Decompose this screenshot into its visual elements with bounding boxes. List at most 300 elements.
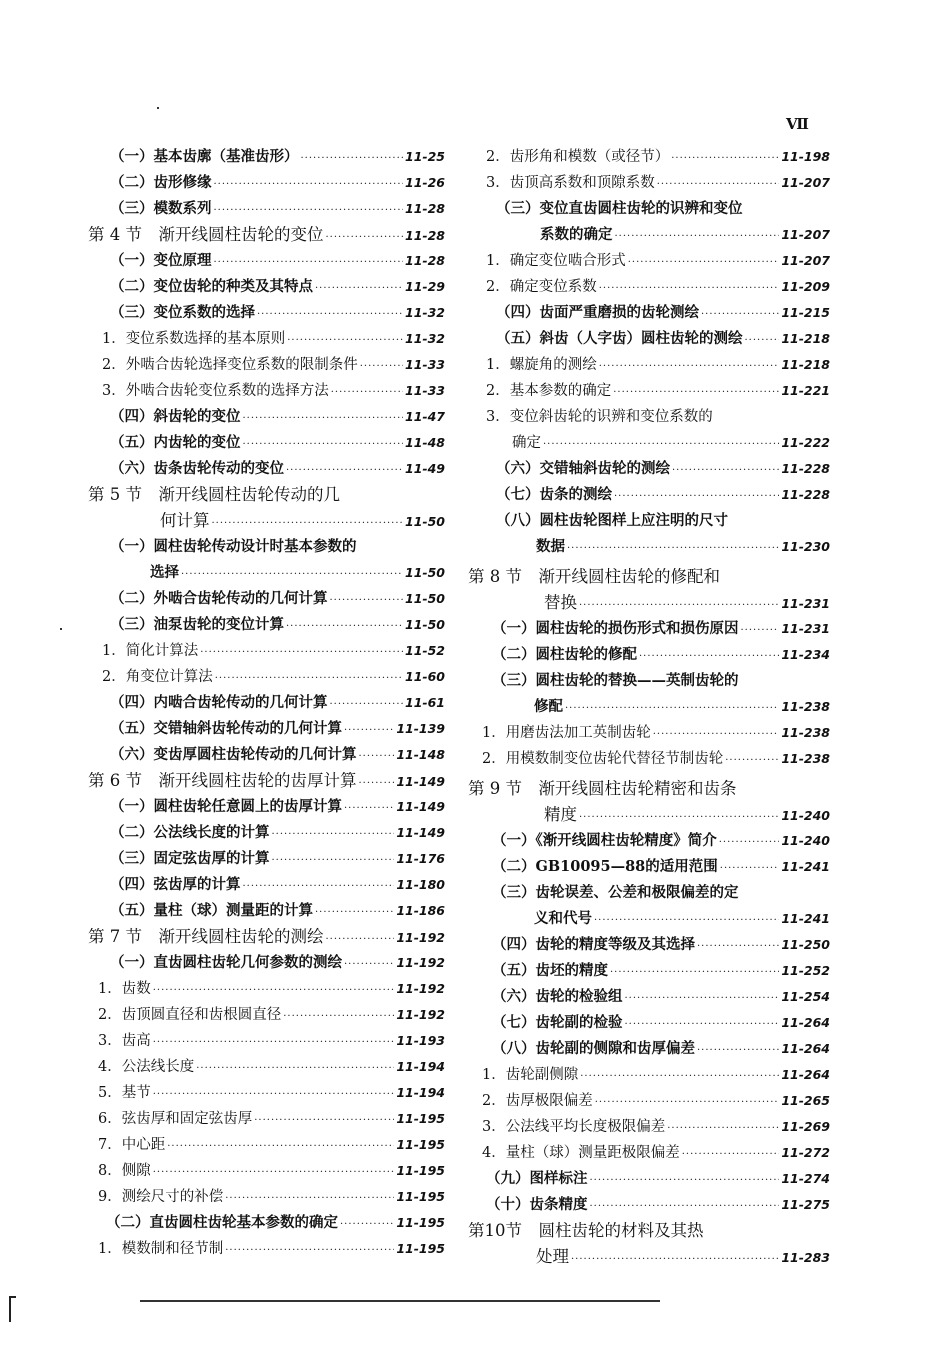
toc-entry[interactable] (468, 1140, 830, 1166)
toc-entry[interactable] (468, 170, 830, 196)
toc-entry-title: 9．测绘尺寸的补偿 (98, 1189, 224, 1205)
toc-entry-title: 精度 (544, 805, 577, 824)
toc-entry-title: （八）圆柱齿轮图样上应注明的尺寸 (496, 512, 728, 529)
toc-entry-title: （一）变位原理 (110, 252, 212, 269)
toc-entry-page: 11-195 (396, 1111, 445, 1126)
toc-entry-page: 11-26 (405, 175, 445, 190)
toc-entry[interactable] (88, 1054, 445, 1080)
toc-section-entry[interactable] (468, 802, 830, 828)
dot-leader (359, 771, 395, 797)
dot-leader (243, 432, 404, 458)
toc-entry[interactable] (88, 742, 445, 768)
dot-leader (326, 225, 404, 251)
toc-entry[interactable] (468, 300, 830, 326)
toc-entry-title: （二）公法线长度的计算 (110, 824, 270, 841)
toc-entry-title: （三）变位直齿圆柱齿轮的识辨和变位 (496, 200, 743, 217)
toc-entry-page: 11-186 (396, 903, 445, 918)
toc-entry[interactable] (468, 378, 830, 404)
dot-leader (257, 302, 403, 328)
toc-entry-page: 11-231 (781, 596, 830, 611)
dot-leader (359, 744, 395, 770)
toc-entry-title: （二）GB10095—88的适用范围 (492, 858, 718, 875)
dot-leader (725, 748, 779, 774)
dot-leader (610, 960, 779, 986)
toc-entry-page: 11-180 (396, 877, 445, 892)
dot-leader (243, 874, 395, 900)
toc-entry-page: 11-265 (781, 1093, 830, 1108)
toc-entry-title: （二）变位齿轮的种类及其特点 (110, 278, 313, 295)
dot-leader (571, 1247, 779, 1273)
toc-entry-page: 11-49 (405, 461, 445, 476)
dot-leader (682, 1142, 780, 1168)
dot-leader (614, 484, 779, 510)
toc-entry-title: （五）斜齿（人字齿）圆柱齿轮的测绘 (496, 330, 743, 347)
toc-entry-title: 3．齿高 (98, 1033, 151, 1049)
toc-entry[interactable] (88, 1106, 445, 1132)
dot-leader (590, 1194, 780, 1220)
toc-entry-title: （五）量柱（球）测量距的计算 (110, 902, 313, 919)
toc-entry-title: 第 7 节 渐开线圆柱齿轮的测绘 (88, 927, 324, 946)
toc-entry[interactable] (468, 274, 830, 300)
toc-entry-title: 第10节 圆柱齿轮的材料及其热 (468, 1221, 704, 1240)
toc-entry-page: 11-47 (405, 409, 445, 424)
dot-leader (653, 722, 780, 748)
dot-leader (667, 1116, 779, 1142)
dot-leader (283, 1004, 394, 1030)
toc-entry[interactable] (468, 456, 830, 482)
toc-entry-title: （五）交错轴斜齿轮传动的几何计算 (110, 720, 342, 737)
toc-entry[interactable] (88, 950, 445, 976)
toc-entry[interactable] (88, 638, 445, 664)
toc-entry-page: 11-50 (405, 514, 445, 529)
toc-section-entry[interactable] (468, 1244, 830, 1270)
toc-entry[interactable] (468, 326, 830, 352)
toc-entry[interactable] (88, 1236, 445, 1262)
toc-entry-title: 3．外啮合齿轮变位系数的选择方法 (102, 383, 329, 399)
toc-entry[interactable] (88, 170, 445, 196)
dot-leader (567, 536, 779, 562)
dot-leader (543, 432, 779, 458)
toc-entry-title: 8．侧隙 (98, 1163, 151, 1179)
toc-entry[interactable] (88, 560, 445, 586)
dot-leader (215, 666, 403, 692)
toc-entry[interactable] (88, 404, 445, 430)
toc-entry[interactable] (468, 534, 830, 560)
toc-entry-title: （九）图样标注 (486, 1170, 588, 1187)
toc-entry-page: 11-254 (781, 989, 830, 1004)
toc-entry-page: 11-28 (405, 253, 445, 268)
dot-leader (243, 406, 404, 432)
toc-entry-page: 11-192 (396, 930, 445, 945)
toc-entry-title: （三）油泵齿轮的变位计算 (110, 616, 284, 633)
toc-entry-page: 11-283 (781, 1250, 830, 1265)
toc-entry[interactable] (468, 1192, 830, 1218)
dot-leader (340, 1212, 394, 1238)
toc-entry-page: 11-195 (396, 1215, 445, 1230)
toc-entry[interactable] (468, 880, 830, 906)
toc-entry[interactable] (468, 144, 830, 170)
toc-section-entry[interactable] (88, 924, 445, 950)
toc-entry-title: 1．确定变位啮合形式 (486, 253, 626, 269)
toc-entry-page: 11-238 (781, 751, 830, 766)
toc-entry-title: 1．齿数 (98, 981, 151, 997)
toc-entry-page: 11-33 (405, 383, 445, 398)
toc-entry[interactable] (88, 274, 445, 300)
toc-entry[interactable] (88, 1002, 445, 1028)
toc-entry-page: 11-198 (781, 149, 830, 164)
bottom-rule (140, 1300, 660, 1302)
dot-leader (153, 1030, 395, 1056)
toc-entry-page: 11-250 (781, 937, 830, 952)
toc-entry-page: 11-149 (396, 799, 445, 814)
toc-entry[interactable] (468, 694, 830, 720)
toc-entry[interactable] (88, 326, 445, 352)
toc-entry[interactable] (88, 196, 445, 222)
toc-entry-page: 11-149 (396, 825, 445, 840)
toc-entry-page: 11-48 (405, 435, 445, 450)
toc-entry[interactable] (468, 196, 830, 222)
toc-entry-title: 2．角变位计算法 (102, 669, 213, 685)
dot-leader (330, 588, 404, 614)
dot-leader (315, 276, 403, 302)
toc-entry[interactable] (468, 984, 830, 1010)
toc-entry-page: 11-241 (781, 911, 830, 926)
toc-entry-page: 11-195 (396, 1241, 445, 1256)
toc-entry-title: （二）圆柱齿轮的修配 (492, 646, 637, 663)
dot-leader (615, 224, 780, 250)
toc-entry-title: （四）斜齿轮的变位 (110, 408, 241, 425)
toc-entry[interactable] (468, 404, 830, 430)
toc-entry[interactable] (88, 664, 445, 690)
toc-section-entry[interactable] (468, 564, 830, 590)
dot-leader (344, 718, 394, 744)
toc-entry[interactable] (468, 482, 830, 508)
toc-section-entry[interactable] (88, 508, 445, 534)
toc-entry[interactable] (88, 300, 445, 326)
toc-entry[interactable] (88, 898, 445, 924)
toc-entry-page: 11-218 (781, 331, 830, 346)
toc-entry-page: 11-60 (405, 669, 445, 684)
toc-entry-page: 11-238 (781, 725, 830, 740)
toc-entry-title: 义和代号 (534, 910, 592, 927)
toc-entry-title: （四）齿轮的精度等级及其选择 (492, 936, 695, 953)
dot-leader (181, 562, 403, 588)
toc-entry-page: 11-50 (405, 591, 445, 606)
toc-entry-title: （七）齿轮副的检验 (492, 1014, 623, 1031)
toc-entry[interactable] (468, 958, 830, 984)
toc-entry-page: 11-238 (781, 699, 830, 714)
toc-entry-page: 11-228 (781, 461, 830, 476)
toc-entry[interactable] (468, 1088, 830, 1114)
toc-entry[interactable] (88, 1080, 445, 1106)
toc-entry-title: 2．齿形角和模数（或径节） (486, 149, 670, 165)
toc-entry-title: （八）齿轮副的侧隙和齿厚偏差 (492, 1040, 695, 1057)
toc-entry-title: 数据 (536, 538, 565, 555)
toc-entry-page: 11-50 (405, 565, 445, 580)
toc-entry-page: 11-274 (781, 1171, 830, 1186)
dot-leader (595, 1090, 780, 1116)
toc-entry-page: 11-275 (781, 1197, 830, 1212)
toc-entry-title: （二）齿形修缘 (110, 174, 212, 191)
toc-entry-title: （五）内齿轮的变位 (110, 434, 241, 451)
toc-entry-title: （一）圆柱齿轮任意圆上的齿厚计算 (110, 798, 342, 815)
toc-entry[interactable] (88, 534, 445, 560)
toc-entry-page: 11-149 (396, 774, 445, 789)
toc-entry[interactable] (468, 828, 830, 854)
toc-left-column (88, 144, 445, 1262)
toc-entry-page: 11-32 (405, 331, 445, 346)
toc-entry-title: 2．外啮合齿轮选择变位系数的限制条件 (102, 357, 358, 373)
toc-entry-title: （四）齿面严重磨损的齿轮测绘 (496, 304, 699, 321)
toc-entry-page: 11-221 (781, 383, 830, 398)
toc-entry-page: 11-215 (781, 305, 830, 320)
toc-entry-title: 修配 (534, 698, 563, 715)
toc-entry[interactable] (468, 668, 830, 694)
toc-entry-title: 1．用磨齿法加工英制齿轮 (482, 725, 651, 741)
toc-entry-title: 系数的确定 (540, 226, 613, 243)
toc-entry-title: （六）交错轴斜齿轮的测绘 (496, 460, 670, 477)
toc-entry-title: 选择 (150, 564, 179, 581)
toc-entry-title: （一）圆柱齿轮传动设计时基本参数的 (110, 538, 357, 555)
dot-leader (745, 328, 780, 354)
toc-entry-page: 11-148 (396, 747, 445, 762)
toc-entry-page: 11-195 (396, 1137, 445, 1152)
dot-leader (272, 822, 395, 848)
toc-entry[interactable] (88, 794, 445, 820)
toc-section-entry[interactable] (88, 768, 445, 794)
toc-entry-title: 4．量柱（球）测量距极限偏差 (482, 1145, 680, 1161)
toc-entry[interactable] (468, 1062, 830, 1088)
toc-entry-title: 2．齿厚极限偏差 (482, 1093, 593, 1109)
toc-entry[interactable] (468, 932, 830, 958)
dot-leader (153, 1082, 395, 1108)
toc-entry[interactable] (88, 820, 445, 846)
toc-entry-page: 11-241 (781, 859, 830, 874)
toc-entry[interactable] (468, 222, 830, 248)
toc-entry[interactable] (88, 1184, 445, 1210)
toc-entry-page: 11-195 (396, 1163, 445, 1178)
dot-leader (613, 380, 779, 406)
toc-entry[interactable] (468, 616, 830, 642)
toc-entry[interactable] (88, 846, 445, 872)
toc-entry-page: 11-28 (405, 228, 445, 243)
toc-entry[interactable] (88, 1028, 445, 1054)
dot-leader (360, 354, 403, 380)
dot-leader (720, 856, 780, 882)
toc-entry-title: 4．公法线长度 (98, 1059, 195, 1075)
toc-entry-title: 1．螺旋角的测绘 (486, 357, 597, 373)
toc-entry-page: 11-269 (781, 1119, 830, 1134)
toc-entry-page: 11-234 (781, 647, 830, 662)
toc-entry-title: 1．变位系数选择的基本原则 (102, 331, 286, 347)
toc-entry-page: 11-264 (781, 1015, 830, 1030)
dot-leader (214, 198, 404, 224)
toc-entry-title: （三）齿轮误差、公差和极限偏差的定 (492, 884, 739, 901)
toc-entry-page: 11-52 (405, 643, 445, 658)
toc-entry[interactable] (88, 976, 445, 1002)
toc-entry-page: 11-192 (396, 981, 445, 996)
toc-entry-title: （三）变位系数的选择 (110, 304, 255, 321)
dot-leader (315, 900, 394, 926)
toc-entry[interactable] (88, 1210, 445, 1236)
toc-entry[interactable] (468, 352, 830, 378)
toc-right-column (468, 144, 830, 1270)
toc-entry[interactable] (88, 378, 445, 404)
toc-entry-page: 11-264 (781, 1067, 830, 1082)
page-number: Ⅶ (786, 115, 808, 133)
toc-entry-title: （十）齿条精度 (486, 1196, 588, 1213)
toc-entry[interactable] (88, 1132, 445, 1158)
margin-bracket-mark (9, 1296, 11, 1322)
dot-leader (196, 1056, 394, 1082)
toc-entry-page: 11-231 (781, 621, 830, 636)
toc-entry[interactable] (88, 352, 445, 378)
toc-entry-page: 11-176 (396, 851, 445, 866)
toc-entry-page: 11-61 (405, 695, 445, 710)
toc-entry-title: 处理 (536, 1247, 569, 1266)
toc-section-entry[interactable] (88, 482, 445, 508)
toc-entry-title: （七）齿条的测绘 (496, 486, 612, 503)
toc-entry-title: 第 5 节 渐开线圆柱齿轮传动的几 (88, 485, 340, 504)
toc-entry-title: 3．齿顶高系数和顶隙系数 (486, 175, 655, 191)
dot-leader (286, 458, 403, 484)
toc-section-entry[interactable] (88, 222, 445, 248)
dot-leader (330, 692, 404, 718)
toc-entry-page: 11-207 (781, 175, 830, 190)
dot-leader (344, 796, 394, 822)
dot-leader (153, 1160, 395, 1186)
toc-entry-page: 11-139 (396, 721, 445, 736)
dot-leader (344, 952, 394, 978)
toc-entry-title: 5．基节 (98, 1085, 151, 1101)
toc-entry-title: 第 8 节 渐开线圆柱齿轮的修配和 (468, 567, 720, 586)
speck-mark (157, 107, 159, 109)
dot-leader (200, 640, 403, 666)
toc-entry-title: 2．齿顶圆直径和齿根圆直径 (98, 1007, 282, 1023)
toc-entry-title: （一）基本齿廓（基准齿形） (110, 148, 299, 165)
toc-section-entry[interactable] (468, 776, 830, 802)
toc-entry[interactable] (468, 746, 830, 772)
dot-leader (153, 978, 395, 1004)
dot-leader (214, 172, 404, 198)
toc-entry-title: （三）固定弦齿厚的计算 (110, 850, 270, 867)
toc-entry-page: 11-207 (781, 253, 830, 268)
toc-entry[interactable] (88, 586, 445, 612)
toc-entry[interactable] (88, 716, 445, 742)
toc-entry[interactable] (88, 872, 445, 898)
toc-section-entry[interactable] (468, 1218, 830, 1244)
toc-entry-page: 11-28 (405, 201, 445, 216)
toc-entry[interactable] (468, 1166, 830, 1192)
toc-entry-title: 第 6 节 渐开线圆柱齿轮的齿厚计算 (88, 771, 357, 790)
dot-leader (625, 986, 780, 1012)
dot-leader (628, 250, 780, 276)
toc-entry-page: 11-218 (781, 357, 830, 372)
dot-leader (719, 830, 780, 856)
toc-entry-title: 2．用模数制变位齿轮代替径节制齿轮 (482, 751, 724, 767)
toc-entry[interactable] (468, 1114, 830, 1140)
dot-leader (625, 1012, 780, 1038)
dot-leader (599, 354, 780, 380)
toc-entry[interactable] (468, 854, 830, 880)
toc-entry[interactable] (468, 720, 830, 746)
toc-entry-title: 2．基本参数的确定 (486, 383, 612, 399)
toc-entry[interactable] (88, 690, 445, 716)
toc-entry-title: （四）内啮合齿轮传动的几何计算 (110, 694, 328, 711)
dot-leader (272, 848, 395, 874)
dot-leader (286, 614, 403, 640)
toc-entry-page: 11-193 (396, 1033, 445, 1048)
toc-entry-title: （六）齿条齿轮传动的变位 (110, 460, 284, 477)
toc-entry[interactable] (88, 248, 445, 274)
toc-entry-title: （二）直齿圆柱齿轮基本参数的确定 (106, 1214, 338, 1231)
dot-leader (301, 146, 404, 172)
toc-entry[interactable] (468, 248, 830, 274)
dot-leader (565, 696, 779, 722)
toc-entry[interactable] (88, 456, 445, 482)
dot-leader (639, 644, 779, 670)
toc-entry[interactable] (468, 642, 830, 668)
toc-entry-title: （三）圆柱齿轮的替换——英制齿轮的 (492, 672, 739, 689)
dot-leader (657, 172, 780, 198)
toc-entry-title: 2．确定变位系数 (486, 279, 597, 295)
toc-entry[interactable] (468, 430, 830, 456)
toc-entry-page: 11-29 (405, 279, 445, 294)
toc-entry-page: 11-195 (396, 1189, 445, 1204)
toc-entry[interactable] (88, 1158, 445, 1184)
toc-entry[interactable] (468, 508, 830, 534)
speck-mark (60, 628, 62, 630)
dot-leader (214, 250, 404, 276)
toc-entry-page: 11-194 (396, 1059, 445, 1074)
dot-leader (672, 458, 779, 484)
toc-section-entry[interactable] (468, 590, 830, 616)
toc-entry[interactable] (88, 144, 445, 170)
toc-entry-title: （六）变齿厚圆柱齿轮传动的几何计算 (110, 746, 357, 763)
toc-entry-title: （六）齿轮的检验组 (492, 988, 623, 1005)
toc-entry-title: 7．中心距 (98, 1137, 166, 1153)
toc-entry-page: 11-207 (781, 227, 830, 242)
toc-entry-page: 11-264 (781, 1041, 830, 1056)
dot-leader (590, 1168, 780, 1194)
dot-leader (697, 1038, 779, 1064)
toc-entry[interactable] (468, 1010, 830, 1036)
dot-leader (594, 908, 779, 934)
dot-leader (671, 146, 779, 172)
toc-entry-page: 11-240 (781, 808, 830, 823)
toc-entry-page: 11-25 (405, 149, 445, 164)
dot-leader (225, 1186, 394, 1212)
toc-entry-title: 确定 (512, 435, 541, 451)
dot-leader (287, 328, 403, 354)
toc-entry-page: 11-272 (781, 1145, 830, 1160)
toc-entry-title: 何计算 (160, 511, 210, 530)
toc-entry-title: 3．变位斜齿轮的识辨和变位系数的 (486, 409, 713, 425)
dot-leader (697, 934, 779, 960)
toc-entry[interactable] (468, 906, 830, 932)
toc-entry-title: （一）《渐开线圆柱齿轮精度》简介 (492, 832, 717, 849)
toc-entry[interactable] (88, 612, 445, 638)
toc-entry-page: 11-50 (405, 617, 445, 632)
toc-entry-title: （三）模数系列 (110, 200, 212, 217)
toc-entry-title: （二）外啮合齿轮传动的几何计算 (110, 590, 328, 607)
toc-entry-page: 11-209 (781, 279, 830, 294)
toc-entry-title: 1．模数制和径节制 (98, 1241, 224, 1257)
toc-entry[interactable] (88, 430, 445, 456)
toc-entry-page: 11-192 (396, 1007, 445, 1022)
toc-entry[interactable] (468, 1036, 830, 1062)
toc-entry-title: （五）齿坯的精度 (492, 962, 608, 979)
